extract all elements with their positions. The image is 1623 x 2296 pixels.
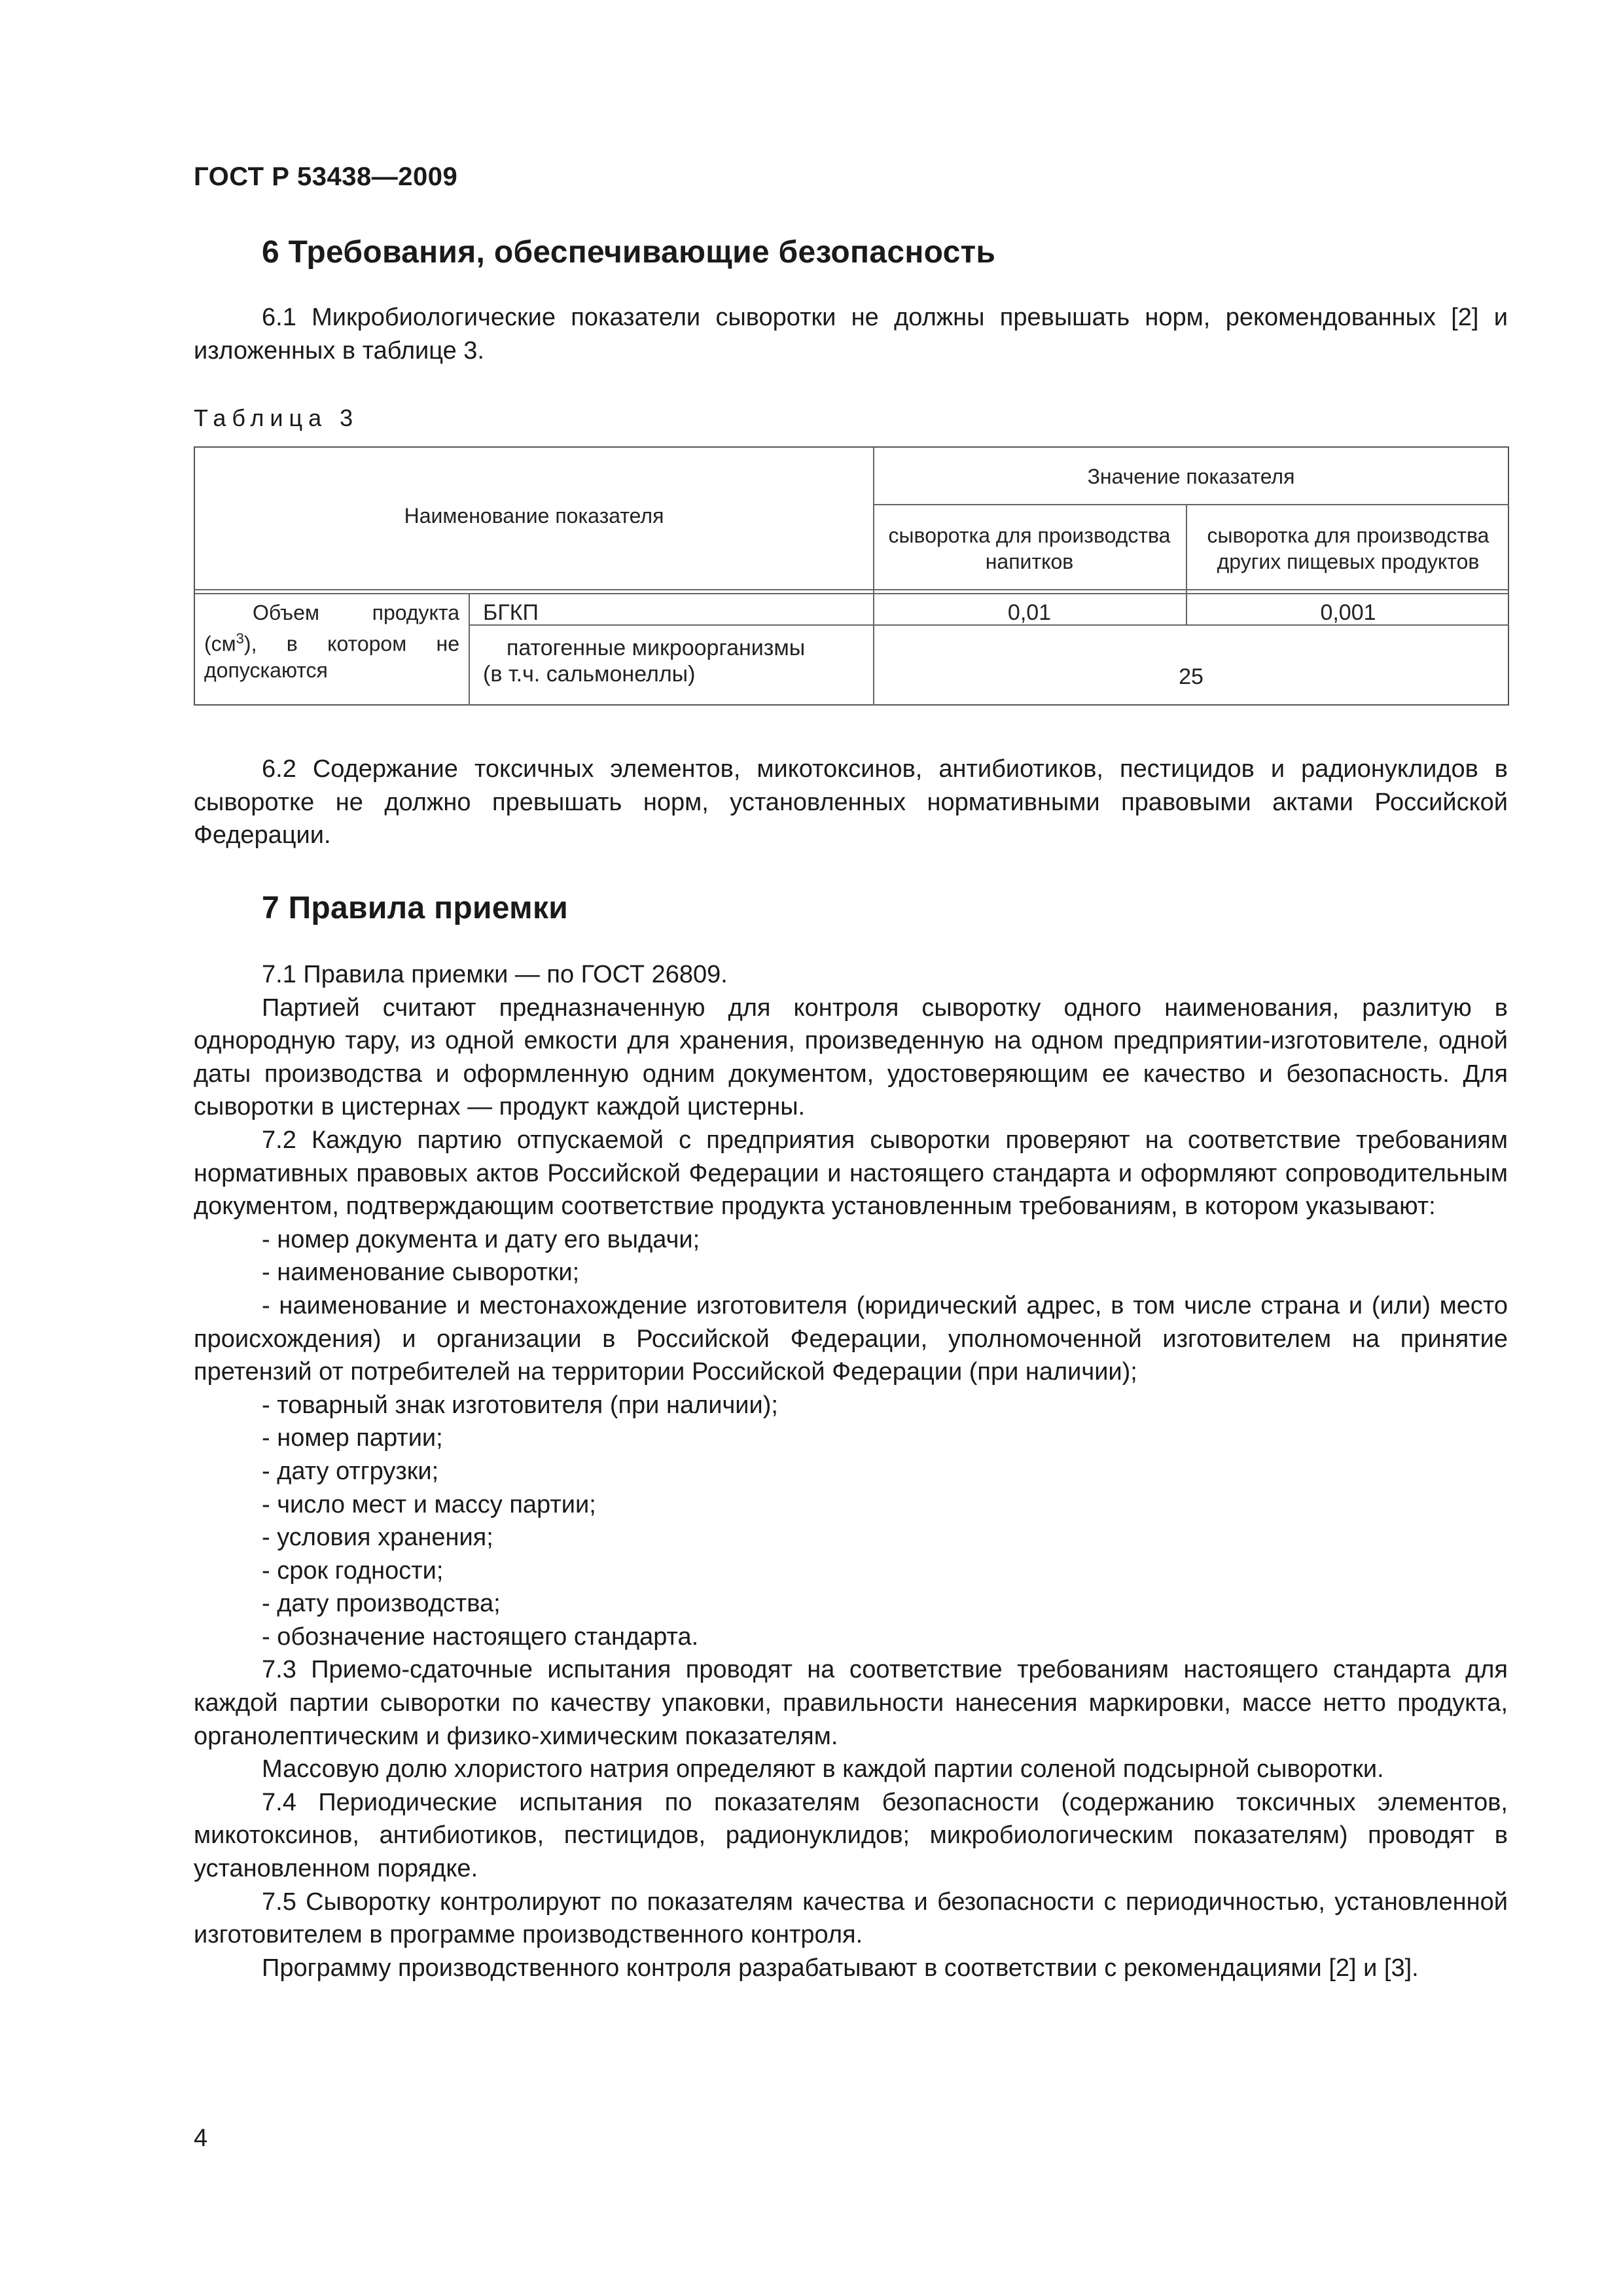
paragraph-7-5: 7.5 Сыворотку контролируют по показателям качества и безопасности с периодичностью, установленной изготовителем в программе производственного контроля.: [194, 1888, 1508, 1949]
row-pathogens-name: патогенные микроорганизмы (в т.ч. сальмонеллы): [483, 636, 806, 687]
header-other-foods-column: сыворотка для производства других пищевых продуктов: [1207, 524, 1489, 573]
section-6-2: [194, 753, 1508, 852]
row-label-volume: [204, 600, 459, 683]
list-item: - условия хранения;: [262, 1524, 493, 1552]
header-indicator-name: Наименование показателя: [404, 504, 664, 528]
paragraph-party-definition: Партией считают предназначенную для контроля сыворотку одного наименования, разлитую в однородную тару, из одной емкости для хранения, произведенную на одном предприятии-изготовителе, одной даты производства и оформленную одним документом, удостоверяющим ее качество и безопасность. Для сыворотки в цистернах — продукт каждой цистерны.: [194, 994, 1508, 1121]
list-item: - обозначение настоящего стандарта.: [262, 1623, 699, 1651]
section-6-intro: [194, 301, 1508, 367]
list-item: - наименование и местонахождение изготовителя (юридический адрес, в том числе страна и (или) место происхождения) и организации в Российской Федерации, уполномоченной изготовителем на принятие претензий от потребителей на территории Российской Федерации (при наличии);: [194, 1291, 1508, 1386]
paragraph-salt: Массовую долю хлористого натрия определяют в каждой партии соленой подсырной сыворотки.: [262, 1755, 1384, 1784]
list-item: - дату отгрузки;: [262, 1457, 439, 1485]
header-indicator-value: Значение показателя: [1087, 465, 1295, 488]
row-label-line-1: Объем продукта: [253, 601, 459, 624]
row-label-line-3: допускаются: [204, 658, 328, 682]
paragraph-7-2: 7.2 Каждую партию отпускаемой с предприятия сыворотки проверяют на соответствие требованиям нормативных правовых актов Российской Федерации и настоящего стандарта и оформляют сопроводительным документом, подтверждающим соответствие продукта установленным требованиям, в котором указывают:: [194, 1126, 1508, 1221]
page-number: 4: [194, 2125, 208, 2152]
list-item: - срок годности;: [262, 1556, 444, 1585]
list-item: - наименование сыворотки;: [262, 1259, 580, 1287]
row-label-line-2: $(см^3)$, в котором не: [204, 630, 459, 656]
paragraph-7-3: 7.3 Приемо-сдаточные испытания проводят на соответствие требованиям настоящего стандарта для каждой партии сыворотки по качеству упаковки, правильности нанесения маркировки, массе нетто продукта, органолептическим и физико-химическим показателям.: [194, 1656, 1508, 1750]
section-7-title: 7 Правила приемки: [262, 891, 569, 925]
paragraph-program: Программу производственного контроля разрабатывают в соответствии с рекомендациями [2] и [3].: [262, 1954, 1419, 1982]
list-item: - номер партии;: [262, 1424, 443, 1452]
row-pathogens-value: 25: [1179, 664, 1204, 689]
header-drinks-column: сыворотка для производства напитков: [888, 524, 1171, 573]
row-bgkp-other-value: 0,001: [1320, 600, 1376, 625]
list-item: - число мест и массу партии;: [262, 1490, 596, 1518]
row-bgkp-name: БГКП: [483, 600, 539, 625]
paragraph-7-1: 7.1 Правила приемки — по ГОСТ 26809.: [262, 961, 728, 988]
section-6-title: 6 Требования, обеспечивающие безопасность: [262, 235, 996, 270]
paragraph-6-1: 6.1 Микробиологические показатели сыворотки не должны превышать норм, рекомендованных [2] и изложенных в таблице 3.: [194, 304, 1508, 365]
paragraph-6-2: 6.2 Содержание токсичных элементов, микотоксинов, антибиотиков, пестицидов и радионуклидов в сыворотке не должно превышать норм, установленных нормативными правовыми актами Российской Федерации.: [194, 755, 1508, 850]
list-item: - товарный знак изготовителя (при наличии);: [262, 1391, 778, 1419]
section-7-body: [194, 958, 1508, 1984]
row-bgkp-drinks-value: 0,01: [1007, 600, 1052, 625]
paragraph-7-4: 7.4 Периодические испытания по показателям безопасности (содержанию токсичных элементов, микотоксинов, антибиотиков, пестицидов, радионуклидов; микробиологическим показателям) проводят в установленном порядке.: [194, 1788, 1508, 1883]
table-3: [194, 446, 1509, 706]
list-item: - дату производства;: [262, 1590, 501, 1618]
list-item: - номер документа и дату его выдачи;: [262, 1225, 700, 1253]
document-code-header: ГОСТ Р 53438—2009: [194, 162, 458, 191]
table-3-caption: Таблица 3: [194, 404, 359, 431]
